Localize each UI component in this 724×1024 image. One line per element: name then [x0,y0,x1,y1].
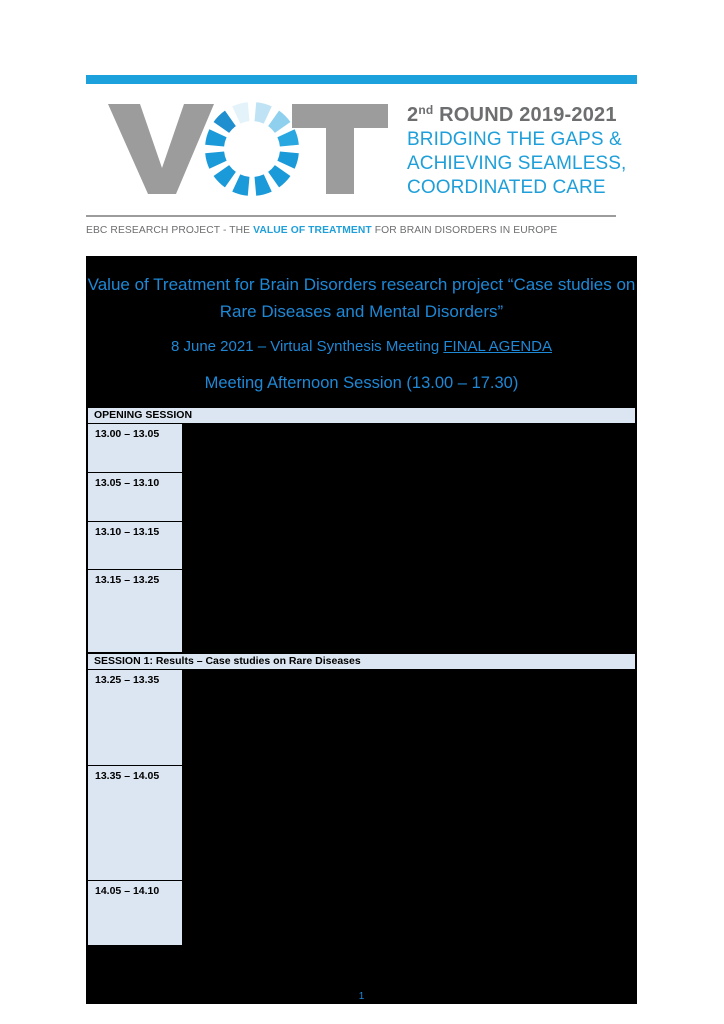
logo-ring-segment [268,111,290,133]
time-slot: 13.05 – 13.10 [88,473,182,522]
logo-ring-segment [255,102,272,123]
logo-ring-segment [268,165,290,187]
time-slot: 13.15 – 13.25 [88,570,182,653]
header-banner [86,84,637,256]
logo-ring-segment [255,174,272,195]
banner-divider [86,215,616,217]
time-slot: 13.00 – 13.05 [88,424,182,473]
meeting-date-line: 8 June 2021 – Virtual Synthesis Meeting FINAL AGENDA [170,338,553,355]
logo-ring-segment [277,152,298,169]
tagline-line-1: BRIDGING THE GAPS & [407,129,622,150]
top-accent-rule [86,75,637,84]
agenda-sheet [86,75,637,1004]
round-heading: 2nd ROUND 2019-2021 [407,103,617,126]
document-title: Value of Treatment for Brain Disorders research project “Case studies on Rare Diseases and Mental Disorders” [87,275,636,321]
logo-ring-segment [205,129,226,146]
tagline-line-3: COORDINATED CARE [407,177,606,198]
time-slot: 14.05 – 14.10 [88,881,182,946]
logo-ring-segment [232,102,249,123]
logo-letter-t-stem [326,104,354,194]
page-number: 1 [358,991,365,1002]
time-slot: 13.35 – 14.05 [88,766,182,881]
logo-ring-segment [214,165,236,187]
logo-ring-segment [277,129,298,146]
afternoon-session-line: Meeting Afternoon Session (13.00 – 17.30) [204,374,519,392]
logo-ring-o [205,102,299,196]
project-subtitle: EBC RESEARCH PROJECT - THE VALUE OF TREATMENT FOR BRAIN DISORDERS IN EUROPE [86,225,558,236]
logo-ring-segment [214,111,236,133]
logo-letter-v [108,104,214,194]
time-slot: 13.25 – 13.35 [88,670,182,766]
session-heading-opening: OPENING SESSION [88,408,635,423]
vot-logo [104,98,394,198]
time-slot: 13.10 – 13.15 [88,522,182,570]
logo-ring-segment [232,174,249,195]
logo-ring-segment [205,152,226,169]
final-agenda-label: FINAL AGENDA [443,338,553,355]
session-heading-rare-diseases: SESSION 1: Results – Case studies on Rare Diseases [88,654,635,669]
tagline-line-2: ACHIEVING SEAMLESS, [407,153,627,174]
